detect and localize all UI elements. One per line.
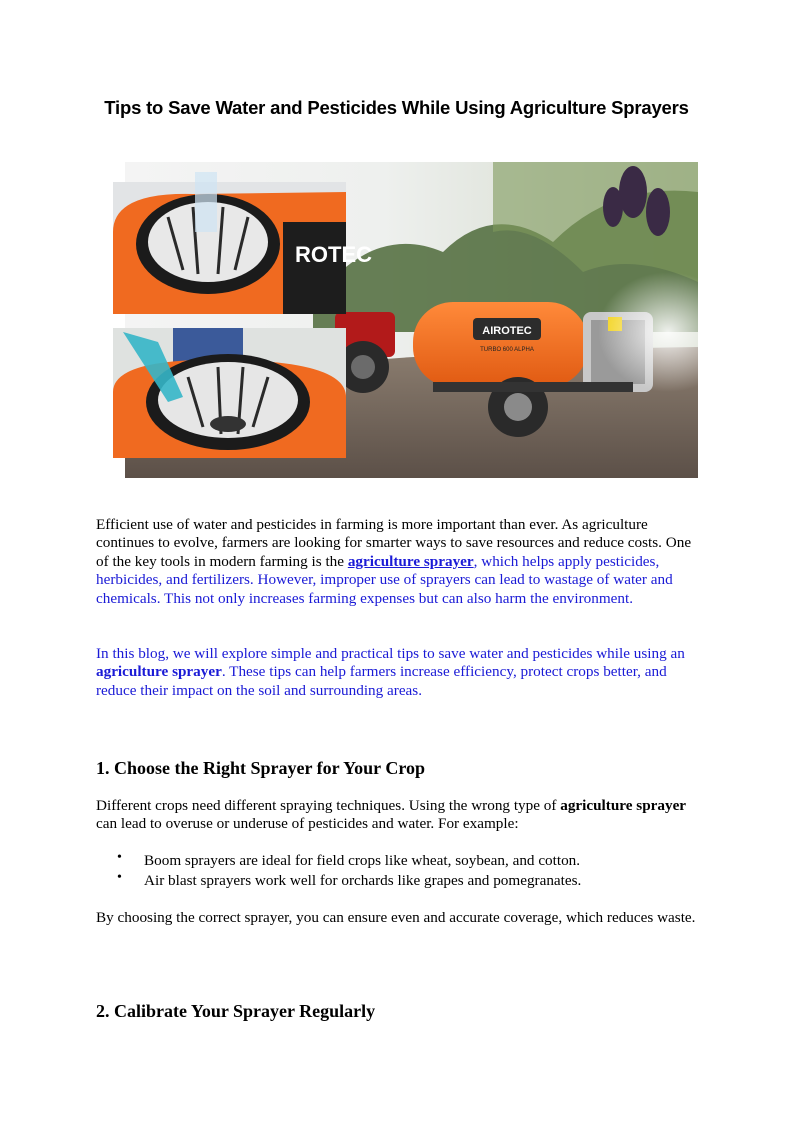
hero-model-text: TURBO 600 ALPHA	[480, 347, 534, 353]
intro-paragraph-2	[96, 645, 702, 700]
hero-brand-text: AIROTEC	[482, 325, 532, 337]
section-1-text: Different crops need different spraying techniques. Using the wrong type of	[96, 797, 561, 814]
bullet-icon: •	[117, 869, 122, 885]
inset-brand-text: ROTEC	[295, 242, 372, 267]
agriculture-sprayer-bold: agriculture sprayer	[96, 663, 222, 681]
sprayer-type-list	[96, 851, 581, 890]
intro-text: Efficient use of water and pesticides in farming is more important than ever. As agriculture continues to evolve, farmers are looking for smarter ways to save resources and reduce costs. One of the key tools in modern farming is the	[96, 516, 692, 570]
blog-intro-end-text: . These tips can help farmers increase efficiency, protect crops better, and reduce their impact on the soil and surrounding areas.	[96, 663, 667, 699]
list-item-text: Boom sprayers are ideal for field crops like wheat, soybean, and cotton.	[144, 852, 581, 869]
sprayer-hero-image	[113, 162, 698, 478]
section-2-heading: 2. Calibrate Your Sprayer Regularly	[96, 1001, 376, 1021]
section-1-heading: 1. Choose the Right Sprayer for Your Crop	[96, 758, 426, 778]
list-item	[96, 871, 581, 891]
page-title: Tips to Save Water and Pesticides While Using Agriculture Sprayers	[104, 97, 689, 118]
list-item-text: Air blast sprayers work well for orchards like grapes and pomegranates.	[144, 871, 582, 889]
blog-intro-text: In this blog, we will explore simple and practical tips to save water and pesticides while using an	[96, 645, 685, 662]
agriculture-sprayer-link[interactable]: agriculture sprayer	[347, 552, 474, 570]
intro-continuation-text: , which helps apply pesticides, herbicides, and fertilizers. However, improper use of sprayers can lead to wastage of water and chemicals. This not only increases farming expenses but can also harm the environment.	[96, 552, 673, 607]
section-1-bold-term: agriculture sprayer	[560, 797, 687, 814]
section-1-paragraph-2: By choosing the correct sprayer, you can ensure even and accurate coverage, which reduces waste.	[96, 909, 696, 926]
intro-paragraph-1	[96, 516, 702, 608]
section-1-paragraph-1	[96, 797, 702, 834]
section-1-text-end: can lead to overuse or underuse of pesticides and water. For example:	[96, 815, 519, 833]
list-item	[96, 851, 581, 871]
bullet-icon: •	[117, 850, 122, 865]
